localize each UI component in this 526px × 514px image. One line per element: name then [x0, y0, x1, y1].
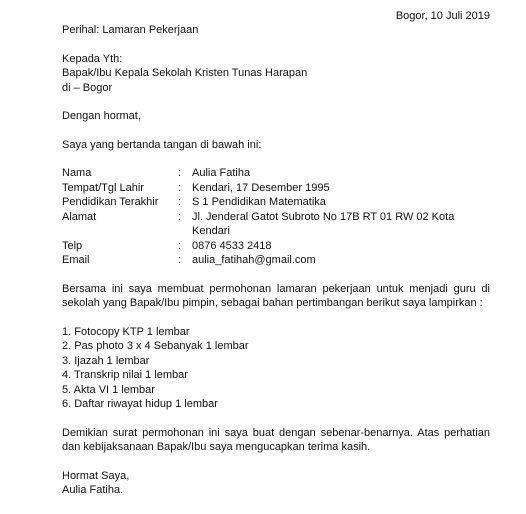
- list-item: 6. Daftar riwayat hidup 1 lembar: [62, 398, 218, 410]
- identity-label: Telp: [62, 239, 83, 252]
- identity-row-birth: [62, 181, 490, 196]
- identity-value: aulia_fatihah@gmail.com: [192, 254, 316, 266]
- identity-colon: :: [178, 254, 182, 266]
- identity-colon: :: [178, 210, 182, 223]
- recipient-place: di – Bogor: [62, 81, 113, 94]
- identity-row-education: [62, 195, 490, 210]
- identity-value: 0876 4533 2418: [192, 239, 272, 252]
- spacer: [62, 455, 490, 469]
- letter-intro: Saya yang bertanda tangan di bawah ini:: [62, 138, 262, 151]
- identity-table: [62, 166, 490, 268]
- identity-row-name: [62, 166, 490, 181]
- letter-greeting: Dengan hormat,: [62, 110, 141, 122]
- identity-label: Pendidikan Terakhir: [62, 196, 159, 208]
- list-item: 1. Fotocopy KTP 1 lembar: [62, 325, 190, 338]
- sign-off: Hormat Saya,: [62, 469, 130, 482]
- identity-label: Alamat: [62, 210, 97, 223]
- identity-label: Nama: [62, 167, 92, 179]
- list-item: 5. Akta VI 1 lembar: [62, 383, 155, 396]
- body-paragraph: Bersama ini saya membuat permohonan lamaran pekerjaan untuk menjadi guru di sekolah yang Bapak/Ibu pimpin, sebagai bahan pertimbangan berikut saya lampirkan :: [62, 282, 490, 309]
- identity-label: Email: [62, 254, 90, 266]
- signer-name: Aulia Fatiha.: [62, 484, 124, 496]
- spacer: [62, 268, 490, 282]
- identity-colon: :: [178, 196, 182, 208]
- identity-colon: :: [178, 239, 182, 252]
- spacer: [62, 95, 490, 109]
- spacer: [62, 38, 490, 52]
- identity-value: Kendari, 17 Desember 1995: [192, 181, 330, 194]
- identity-row-phone: [62, 239, 490, 254]
- identity-row-address: [62, 210, 490, 239]
- attachment-list: [62, 325, 490, 412]
- spacer: [62, 124, 490, 138]
- list-item: 2. Pas photo 3 x 4 Sebanyak 1 lembar: [62, 340, 249, 352]
- spacer: [62, 311, 490, 325]
- recipient-salutation: Kepada Yth:: [62, 52, 123, 65]
- letter-content: [62, 23, 490, 498]
- recipient-block: [62, 52, 490, 96]
- identity-value: S 1 Pendidikan Matematika: [192, 196, 326, 208]
- list-item: 3. Ijazah 1 lembar: [62, 354, 150, 367]
- letter-date: Bogor, 10 Juli 2019: [395, 10, 490, 22]
- identity-colon: :: [178, 181, 182, 194]
- identity-value: Jl. Jenderal Gatot Subroto No 17B RT 01 RW 02 Kota Kendari: [192, 210, 455, 237]
- identity-colon: :: [178, 167, 182, 179]
- letter-subject: Perihal: Lamaran Pekerjaan: [62, 24, 199, 36]
- identity-label: Tempat/Tgl Lahir: [62, 181, 144, 194]
- recipient-name: Bapak/Ibu Kepala Sekolah Kristen Tunas Harapan: [62, 67, 308, 79]
- closing-paragraph: Demikian surat permohonan ini saya buat dengan sebenar-benarnya. Atas perhatian dan kebijaksanaan Bapak/Ibu saya mengucapkan terima kasih.: [62, 426, 490, 453]
- spacer: [62, 412, 490, 426]
- list-item: 4. Transkrip nilai 1 lembar: [62, 369, 188, 381]
- spacer: [62, 152, 490, 166]
- identity-row-email: [62, 253, 490, 268]
- identity-value: Aulia Fatiha: [192, 167, 251, 179]
